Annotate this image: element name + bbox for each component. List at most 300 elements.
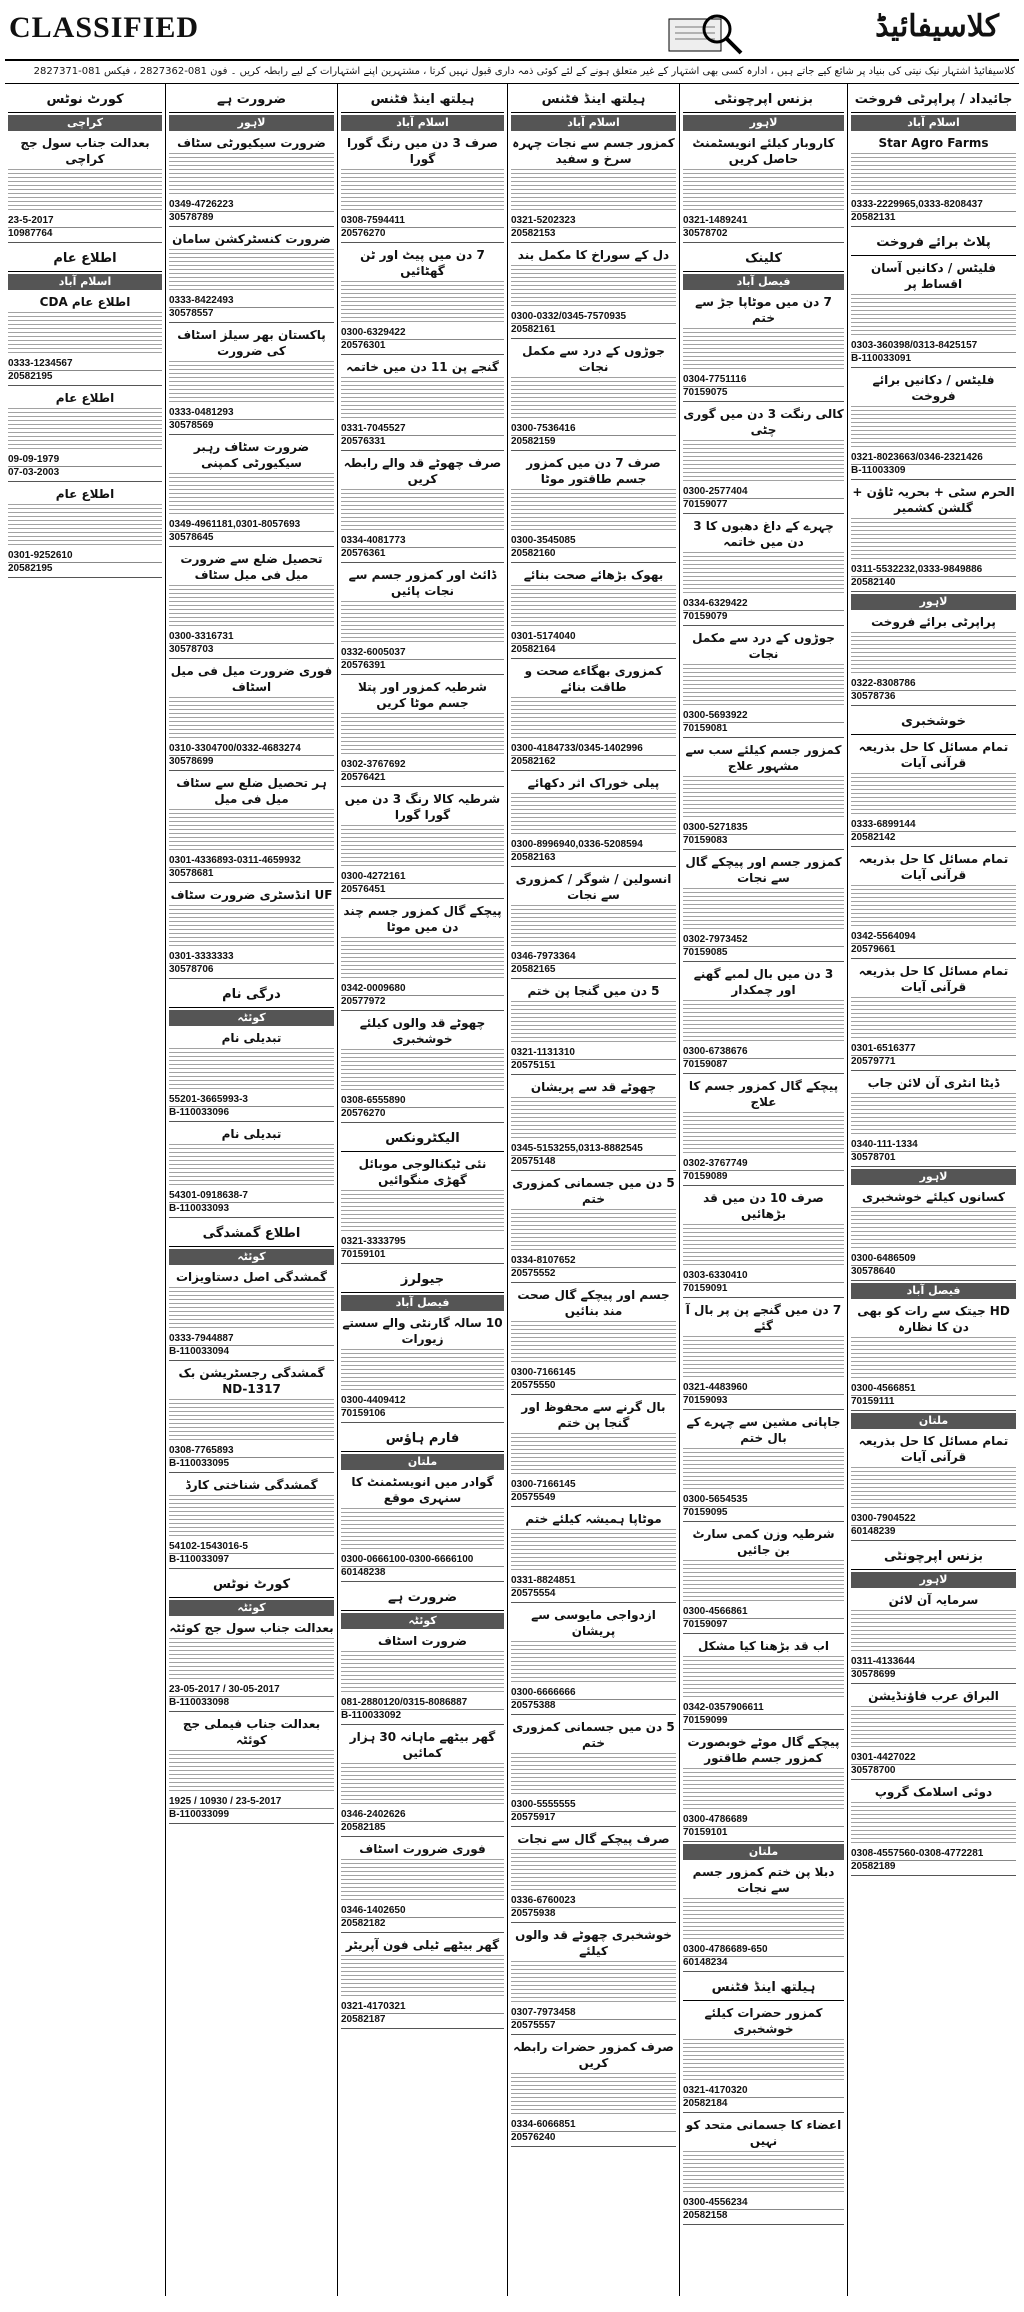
ad-title: کالی رنگت 3 دن میں گوری چٹی: [683, 407, 844, 437]
ad-phone: 0300-7536416: [511, 423, 576, 434]
ad-reference-number: 30578706: [169, 963, 334, 975]
classified-ad: [341, 565, 504, 675]
ad-reference-number: 30578557: [169, 307, 334, 319]
ad-reference-number: 30578681: [169, 867, 334, 879]
ad-title: کسانوں کیلئے خوشخبری: [861, 1190, 1005, 1204]
classified-ad: [511, 1925, 676, 2035]
ad-title: 7 دن میں موٹاپا جڑ سے ختم: [695, 295, 832, 325]
city-banner: اسلام آباد: [851, 115, 1016, 131]
ad-body-text: [341, 377, 504, 421]
ad-phone: 0300-4556234: [683, 2197, 748, 2208]
ad-phone: 0311-5532232,0333-9849886: [851, 564, 983, 575]
ad-title: چہرے کے داغ دھبوں کا 3 دن میں خاتمہ: [693, 519, 834, 549]
ad-reference-number: 20575148: [511, 1155, 676, 1167]
ad-reference-number: 20582195: [8, 370, 162, 382]
ad-body-text: [341, 1190, 504, 1234]
ad-phone: 0302-7973452: [683, 934, 748, 945]
ad-phone: 0307-7973458: [511, 2007, 576, 2018]
ad-reference-number: B-110033097: [169, 1553, 334, 1565]
ad-body-text: [169, 1287, 334, 1331]
column-1: [847, 84, 1019, 2296]
ad-reference-number: 20576361: [341, 547, 504, 559]
ad-body-text: [851, 1802, 1016, 1846]
ad-phone: 0333-0481293: [169, 407, 234, 418]
ad-body-text: [341, 1508, 504, 1552]
ad-reference-number: B-110033093: [169, 1202, 334, 1214]
classified-ad: [683, 964, 844, 1074]
ad-phone: 0300-5271835: [683, 822, 748, 833]
masthead-title-ur: کلاسیفائیڈ: [875, 9, 999, 44]
ad-body-text: [8, 169, 162, 213]
ad-reference-number: 20575557: [511, 2019, 676, 2031]
ad-title: 10 سالہ گارنٹی والے سستے زیورات: [342, 1316, 503, 1346]
ad-phone: 0334-6066851: [511, 2119, 576, 2130]
ad-title: 5 دن میں گنجا پن ختم: [527, 984, 660, 998]
ad-title: جاپانی مشین سے چہرے کے بال ختم: [686, 1415, 841, 1445]
ad-body-text: [341, 937, 504, 981]
ad-phone: 0301-3333333: [169, 951, 234, 962]
classified-ad: [169, 1267, 334, 1361]
classified-ad: [341, 453, 504, 563]
classified-ad: [511, 981, 676, 1075]
column-header: کورٹ نوٹس: [8, 86, 162, 113]
ad-title: پیچکے گال کمزور جسم چند دن میں موٹا: [343, 904, 502, 934]
ad-title: گھر بیٹھے ماہانہ 30 ہزار کمائیں: [349, 1730, 496, 1760]
ad-title: شرطیہ وزن کمی سارٹ بن جائیں: [692, 1527, 835, 1557]
classified-ad: [511, 565, 676, 659]
ad-body-text: [683, 328, 844, 372]
ad-phone: 0301-4336893-0311-4659932: [169, 855, 301, 866]
ad-title: موٹاپا ہمیشہ کیلئے ختم: [525, 1512, 662, 1526]
ad-phone: 0331-8824851: [511, 1575, 576, 1586]
ad-body-text: [511, 1321, 676, 1365]
classified-ad: [341, 1313, 504, 1423]
ad-body-text: [851, 406, 1016, 450]
city-banner: کوئٹہ: [169, 1010, 334, 1026]
ad-phone: 0332-6005037: [341, 647, 406, 658]
ad-body-text: [511, 1097, 676, 1141]
ad-title: تبدیلی نام: [221, 1127, 282, 1141]
classified-ad: [683, 2115, 844, 2225]
newspaper-magnifier-icon: [665, 9, 745, 55]
ad-reference-number: 70159077: [683, 498, 844, 510]
ad-reference-number: 30578645: [169, 531, 334, 543]
ad-title: تمام مسائل کا حل بذریعہ قرآنی آیات: [858, 740, 1009, 770]
ad-body-text: [8, 504, 162, 548]
ad-reference-number: 20576451: [341, 883, 504, 895]
ad-body-text: [851, 1093, 1016, 1137]
classified-ad: [169, 133, 334, 227]
classified-ad: [511, 2037, 676, 2147]
ad-reference-number: 60148238: [341, 1566, 504, 1578]
classified-ad: [511, 453, 676, 563]
ad-reference-number: 70159081: [683, 722, 844, 734]
ad-body-text: [851, 997, 1016, 1041]
ad-reference-number: 30578701: [851, 1151, 1016, 1163]
category-heading: ہیلتھ اینڈ فٹنس: [683, 1974, 844, 2001]
classified-ad: [8, 133, 162, 243]
ad-reference-number: 10987764: [8, 227, 162, 239]
ad-reference-number: 20579661: [851, 943, 1016, 955]
classified-ad: [341, 1472, 504, 1582]
ad-phone: 0300-5654535: [683, 1494, 748, 1505]
classified-ad: [341, 245, 504, 355]
ad-body-text: [851, 1207, 1016, 1251]
ad-reference-number: 20582185: [341, 1821, 504, 1833]
ad-title: ہر تحصیل ضلع سے سٹاف میل فی میل: [176, 776, 327, 806]
columns: [5, 84, 1019, 2296]
city-banner: فیصل آباد: [341, 1295, 504, 1311]
classified-ad: [511, 1173, 676, 1283]
ad-reference-number: 20582182: [341, 1917, 504, 1929]
ad-reference-number: 70159095: [683, 1506, 844, 1518]
ad-phone: 0300-4786689-650: [683, 1944, 768, 1955]
ad-title: صرف 10 دن میں قد بڑھائیں: [703, 1191, 824, 1221]
ad-phone: 0321-4483960: [683, 1382, 748, 1393]
ad-body-text: [341, 1859, 504, 1903]
ad-reference-number: 20575151: [511, 1059, 676, 1071]
ad-phone: 0304-7751116: [683, 374, 747, 385]
ad-body-text: [683, 440, 844, 484]
ad-reference-number: 20577972: [341, 995, 504, 1007]
classified-ad: [341, 1935, 504, 2029]
ad-phone: 0300-6666666: [511, 1687, 576, 1698]
ad-title: ضرورت اسٹاف: [378, 1634, 467, 1648]
classified-ad: [851, 1187, 1016, 1281]
ad-reference-number: 30578699: [169, 755, 334, 767]
ad-phone: 0345-5153255,0313-8882545: [511, 1143, 643, 1154]
classified-ad: [851, 1782, 1016, 1876]
ad-title: انسولین / شوگر / کمزوری سے نجات: [515, 872, 672, 902]
ad-reference-number: B-110033098: [169, 1696, 334, 1708]
ad-phone: 0303-360398/0313-8425157: [851, 340, 978, 351]
ad-title: چھوٹے قد سے پریشان: [530, 1080, 657, 1094]
ad-title: جسم اور پیچکے گال صحت مند بنائیں: [517, 1288, 670, 1318]
classified-ad: [683, 1732, 844, 1842]
ad-body-text: [511, 169, 676, 213]
ad-phone: 0300-0332/0345-7570935: [511, 311, 627, 322]
ad-phone: 0308-7594411: [341, 215, 405, 226]
ad-body-text: [851, 632, 1016, 676]
ad-reference-number: 30578789: [169, 211, 334, 223]
ad-phone: 0322-8308786: [851, 678, 916, 689]
ad-reference-number: 30578736: [851, 690, 1016, 702]
ad-reference-number: 20582161: [511, 323, 676, 335]
ad-reference-number: 20582142: [851, 831, 1016, 843]
ad-title: گمشدگی رجسٹریشن بک ND-1317: [178, 1366, 325, 1396]
classified-ad: [169, 1124, 334, 1218]
classified-ad: [851, 1301, 1016, 1411]
ad-body-text: [169, 473, 334, 517]
ad-reference-number: 30578702: [683, 227, 844, 239]
ad-reference-number: 70159099: [683, 1714, 844, 1726]
ad-title: اطلاع عام CDA: [39, 295, 131, 309]
classified-ad: [169, 1363, 334, 1473]
classified-ad: [851, 737, 1016, 847]
ad-title: فوری ضرورت اسٹاف: [359, 1842, 486, 1856]
ad-body-text: [683, 1000, 844, 1044]
ad-body-text: [683, 1224, 844, 1268]
ad-phone: 0300-5555555: [511, 1799, 576, 1810]
classified-ad: [851, 1590, 1016, 1684]
ad-phone: 0321-4170320: [683, 2085, 748, 2096]
category-heading: اطلاع گمشدگی: [169, 1220, 334, 1247]
classified-ad: [169, 1028, 334, 1122]
classified-ad: [851, 849, 1016, 959]
ad-phone: 0333-6899144: [851, 819, 916, 830]
ad-body-text: [683, 888, 844, 932]
ad-title: پیچکے گال موٹے خوبصورت کمزور جسم طاقتور: [687, 1735, 840, 1765]
ad-body-text: [169, 1144, 334, 1188]
ad-body-text: [851, 294, 1016, 338]
ad-reference-number: 70159087: [683, 1058, 844, 1070]
ad-reference-number: 20576240: [511, 2131, 676, 2143]
ad-title: الحرم سٹی + بحریہ ٹاؤن + گلشن کشمیر: [852, 485, 1015, 515]
ad-phone: 0310-3304700/0332-4683274: [169, 743, 301, 754]
classified-ad: [851, 133, 1016, 227]
ad-phone: 0340-111-1334: [851, 1139, 918, 1150]
classified-ad: [169, 1475, 334, 1569]
ad-phone: 0342-0357906611: [683, 1702, 764, 1713]
classified-ad: [511, 1285, 676, 1395]
ad-body-text: [169, 585, 334, 629]
ad-phone: 0300-7166145: [511, 1367, 576, 1378]
ad-body-text: [341, 1651, 504, 1695]
ad-phone: 0342-5564094: [851, 931, 916, 942]
ad-body-text: [169, 1750, 334, 1794]
ad-reference-number: 20575388: [511, 1699, 676, 1711]
ad-phone: 0321-4170321: [341, 2001, 406, 2012]
ad-reference-number: 30578640: [851, 1265, 1016, 1277]
ad-title: تمام مسائل کا حل بذریعہ قرآنی آیات: [858, 964, 1009, 994]
ad-title: تبدیلی نام: [221, 1031, 282, 1045]
ad-reference-number: 20575938: [511, 1907, 676, 1919]
classified-ad: [851, 1686, 1016, 1780]
ad-phone: 0342-0009680: [341, 983, 406, 994]
ad-title: بال گرنے سے محفوظ اور گنجا پن ختم: [521, 1400, 666, 1430]
column-5: [165, 84, 337, 2296]
ad-body-text: [511, 585, 676, 629]
classified-ad: [169, 229, 334, 323]
ad-phone: 23-05-2017 / 30-05-2017: [169, 1684, 280, 1695]
ad-title: ضرورت سیکیورٹی سٹاف: [177, 136, 326, 150]
ad-body-text: [511, 793, 676, 837]
ad-phone: 0300-0666100-0300-6666100: [341, 1554, 474, 1565]
ad-body-text: [169, 905, 334, 949]
ad-title: UF انڈسٹری ضرورت سٹاف: [170, 888, 333, 902]
ad-body-text: [683, 776, 844, 820]
classified-ad: [683, 2003, 844, 2113]
classified-ad: [511, 245, 676, 339]
column-6: [5, 84, 165, 2296]
ad-title: نئی ٹیکنالوجی موبائل گھڑی منگوائیں: [358, 1157, 487, 1187]
ad-title: صرف 7 دن میں کمزور جسم طاقتور موٹا: [526, 456, 661, 486]
ad-reference-number: 70159089: [683, 1170, 844, 1182]
masthead: [5, 5, 1019, 61]
classified-ad: [683, 516, 844, 626]
ad-title: 7 دن میں گنجے پن پر بال آ گئے: [685, 1303, 842, 1333]
column-header: بزنس اپرچونٹی: [683, 86, 844, 113]
ad-reference-number: 20582189: [851, 1860, 1016, 1872]
ad-body-text: [169, 1399, 334, 1443]
ad-reference-number: 20575549: [511, 1491, 676, 1503]
ad-title: صرف چھوٹے قد والے رابطہ کریں: [343, 456, 502, 486]
classified-ad: [169, 885, 334, 979]
ad-title: جوڑوں کے درد سے مکمل نجات: [692, 631, 835, 661]
ad-phone: 0300-4409412: [341, 1395, 406, 1406]
ad-phone: 0321-8023663/0346-2321426: [851, 452, 983, 463]
ad-reference-number: 20576331: [341, 435, 504, 447]
ad-body-text: [511, 1433, 676, 1477]
classified-ad: [341, 133, 504, 243]
ad-title: کمزور جسم اور پیچکے گال سے نجات: [685, 855, 842, 885]
ad-body-text: [341, 1955, 504, 1999]
ad-reference-number: 70159097: [683, 1618, 844, 1630]
ad-reference-number: 70159093: [683, 1394, 844, 1406]
classified-ad: [8, 292, 162, 386]
ad-title: اعضاء کا جسمانی متحد کو نہیں: [685, 2118, 842, 2148]
ad-reference-number: 20582159: [511, 435, 676, 447]
classified-ad: [511, 1605, 676, 1715]
ad-reference-number: 70159085: [683, 946, 844, 958]
ad-reference-number: 07-03-2003: [8, 466, 162, 478]
ad-body-text: [511, 377, 676, 421]
ad-reference-number: B-110033092: [341, 1709, 504, 1721]
ad-reference-number: 30578569: [169, 419, 334, 431]
ad-phone: 0311-4133644: [851, 1656, 915, 1667]
ad-phone: 54301-0918638-7: [169, 1190, 248, 1201]
ad-phone: 0333-1234567: [8, 358, 73, 369]
classified-ad: [511, 773, 676, 867]
column-4: [337, 84, 507, 2296]
ad-reference-number: B-110033091: [851, 352, 1016, 364]
classified-ad: [169, 325, 334, 435]
ad-phone: 0331-7045527: [341, 423, 406, 434]
ad-body-text: [851, 1610, 1016, 1654]
ad-reference-number: 30578703: [169, 643, 334, 655]
ad-body-text: [851, 1706, 1016, 1750]
ad-title: چھوٹے قد والوں کیلئے خوشخبری: [359, 1016, 486, 1046]
ad-body-text: [511, 1753, 676, 1797]
ad-title: شرطیہ کالا رنگ 3 دن میں گورا گورا: [344, 792, 501, 822]
ad-reference-number: 70159075: [683, 386, 844, 398]
ad-title: پیلی خوراک اثر دکھائے: [527, 776, 660, 790]
ad-body-text: [169, 809, 334, 853]
ad-body-text: [511, 2073, 676, 2117]
ad-body-text: [851, 153, 1016, 197]
classified-ad: [851, 1431, 1016, 1541]
ad-title: گوادر میں انویسٹمنٹ کا سنہری موقع: [351, 1475, 494, 1505]
ad-phone: 0346-2402626: [341, 1809, 406, 1820]
column-header: ہیلتھ اینڈ فٹنس: [511, 86, 676, 113]
classified-ad: [169, 773, 334, 883]
ad-title: ضرورت سٹاف رہبر سیکیورٹی کمپنی: [193, 440, 310, 470]
classified-ad: [169, 549, 334, 659]
ad-phone: 0300-7166145: [511, 1479, 576, 1490]
ad-body-text: [511, 1641, 676, 1685]
ad-phone: 0333-2229965,0333-8208437: [851, 199, 983, 210]
classified-ad: [341, 789, 504, 899]
ad-body-text: [341, 281, 504, 325]
ad-body-text: [683, 2039, 844, 2083]
city-banner: اسلام آباد: [511, 115, 676, 131]
ad-reference-number: 20582163: [511, 851, 676, 863]
ad-reference-number: 20582162: [511, 755, 676, 767]
ad-title: شرطیہ کمزور اور پتلا جسم موٹا کریں: [358, 680, 487, 710]
ad-reference-number: B-110033096: [169, 1106, 334, 1118]
ad-phone: 0334-6329422: [683, 598, 748, 609]
ad-phone: 0300-7904522: [851, 1513, 916, 1524]
ad-body-text: [511, 1961, 676, 2005]
ad-phone: 0346-1402650: [341, 1905, 406, 1916]
ad-title: دبلا پن ختم کمزور جسم سے نجات: [692, 1865, 835, 1895]
category-heading: خوشخبری: [851, 708, 1016, 735]
ad-reference-number: 70159106: [341, 1407, 504, 1419]
city-banner: ملتان: [341, 1454, 504, 1470]
classified-ad: [851, 370, 1016, 480]
city-banner: لاہور: [851, 594, 1016, 610]
ad-reference-number: 60148239: [851, 1525, 1016, 1537]
classified-ad: [169, 661, 334, 771]
ad-phone: 0308-7765893: [169, 1445, 234, 1456]
category-heading: بزنس اپرچونٹی: [851, 1543, 1016, 1570]
classified-ad: [683, 1188, 844, 1298]
ad-reference-number: B-110033095: [169, 1457, 334, 1469]
ad-title: پیچکے گال کمزور جسم کا علاج: [688, 1079, 839, 1109]
ad-body-text: [341, 1763, 504, 1807]
ad-phone: 0300-4566861: [683, 1606, 748, 1617]
ad-body-text: [341, 1349, 504, 1393]
ad-phone: 23-5-2017: [8, 215, 54, 226]
classified-ad: [511, 1717, 676, 1827]
ad-phone: 0300-3316731: [169, 631, 234, 642]
ad-phone: 0334-4081773: [341, 535, 406, 546]
ad-reference-number: 70159101: [683, 1826, 844, 1838]
ad-reference-number: 20575552: [511, 1267, 676, 1279]
ad-reference-number: 70159101: [341, 1248, 504, 1260]
ad-phone: 0346-7973364: [511, 951, 576, 962]
category-heading: کلینک: [683, 245, 844, 272]
ad-body-text: [341, 169, 504, 213]
ad-reference-number: 70159091: [683, 1282, 844, 1294]
classified-ad: [341, 357, 504, 451]
classified-ad: [169, 1714, 334, 1824]
ad-phone: 0321-1131310: [511, 1047, 575, 1058]
ad-phone: 0349-4961181,0301-8057693: [169, 519, 301, 530]
classified-ad: [8, 484, 162, 578]
ad-title: بعدالت جناب سول جج کراچی: [20, 136, 150, 166]
ad-body-text: [341, 713, 504, 757]
classified-ad: [511, 1077, 676, 1171]
ad-body-text: [683, 1768, 844, 1812]
ad-body-text: [169, 361, 334, 405]
classified-ad: [511, 341, 676, 451]
ad-body-text: [851, 1337, 1016, 1381]
ad-body-text: [169, 1495, 334, 1539]
ad-body-text: [683, 2151, 844, 2195]
ad-title: دوئی اسلامک گروپ: [874, 1785, 993, 1799]
ad-reference-number: 20582165: [511, 963, 676, 975]
ad-reference-number: 20575554: [511, 1587, 676, 1599]
info-strip: کلاسیفائیڈ اشتہار نیک نیتی کی بنیاد پر شائع کیے جاتے ہیں ، ادارہ کسی بھی اشتہار کے غیر متعلق ہونے کے لئے کوئی ذمہ داری قبول نہیں کرتا ، مشتہرین اپنے اشتہارات کے لیے رابطہ کریں ۔ فون 081-2827362 ، فیکس 081-2827371: [5, 61, 1019, 84]
classified-ad: [683, 1636, 844, 1730]
ad-phone: 0301-6516377: [851, 1043, 916, 1054]
ad-title: بعدالت جناب سول جج کوئٹہ: [169, 1621, 334, 1635]
city-banner: اسلام آباد: [341, 115, 504, 131]
ad-body-text: [511, 697, 676, 741]
ad-body-text: [511, 489, 676, 533]
ad-body-text: [683, 1448, 844, 1492]
